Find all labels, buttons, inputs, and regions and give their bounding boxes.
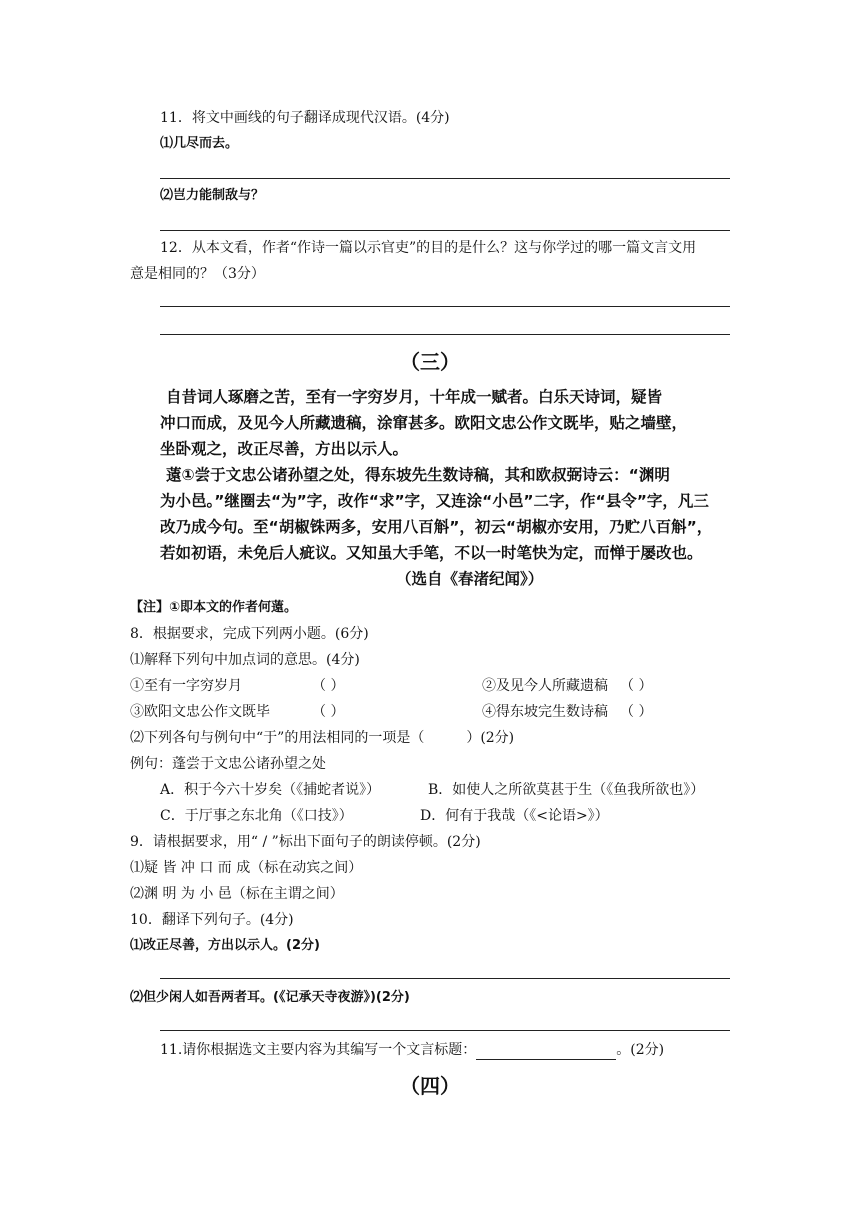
q11-stem: 11．将文中画线的句子翻译成现代汉语。(4分) <box>160 110 450 126</box>
passage-line: 若如初语，未免后人疵议。又知虽大手笔，不以一时笔快为定，而惮于屡改也。 <box>160 544 703 562</box>
answer-line <box>160 334 730 335</box>
answer-line <box>160 1030 730 1031</box>
q8-item-2-blank: （ ） <box>620 678 653 694</box>
q8-item-1 <box>130 676 242 696</box>
passage-paragraph-1 <box>160 384 730 462</box>
passage-line: 坐卧观之，改正尽善，方出以示人。 <box>160 440 409 458</box>
passage-line: 冲口而成，及见今人所藏遗稿，涂窜甚多。欧阳文忠公作文既毕，贴之墙壁， <box>160 414 688 432</box>
q8-option-d: D．何有于我哉（《<论语>》） <box>420 808 609 824</box>
q8-stem: 8．根据要求，完成下列两小题。(6分) <box>130 626 369 642</box>
q11-title-score: 。(2分) <box>616 1042 665 1058</box>
title-answer-blank[interactable] <box>476 1045 616 1060</box>
q8-option-a: A．积于今六十岁矣（《捕蛇者说》） <box>160 782 381 798</box>
q8-item-4-blank: （ ） <box>620 704 653 720</box>
section-heading-3: （三） <box>400 350 460 374</box>
answer-line <box>160 978 730 979</box>
q11-title-question <box>160 1040 664 1060</box>
passage-line: 自昔词人琢磨之苦，至有一字穷岁月，十年成一赋者。白乐天诗词，疑皆 <box>166 388 663 406</box>
answer-line <box>160 230 730 231</box>
q8-item-2: ②及见今人所藏遗稿 <box>482 678 608 694</box>
q10-sentence-2: ⑵但少闲人如吾两者耳。(《记承天寺夜游》)(2分) <box>130 990 410 1005</box>
q8-option-b: B．如使人之所欲莫甚于生（《鱼我所欲也》） <box>428 782 705 798</box>
q8-item-3: ③欧阳文忠公作文既毕 <box>130 704 270 720</box>
q11-sentence-1: ⑴几尽而去。 <box>160 136 239 151</box>
q10-stem: 10．翻译下列句子。(4分) <box>130 912 294 928</box>
q8-example: 例句：蓬尝于文忠公诸孙望之处 <box>130 756 326 772</box>
section-heading-4: （四） <box>400 1074 460 1098</box>
q8-option-c: C．于厅事之东北角（《口技》） <box>160 808 353 824</box>
q10-sentence-1: ⑴改正尽善，方出以示人。(2分) <box>130 938 320 953</box>
passage-source: （选自《春渚纪闻》） <box>396 570 544 588</box>
q11-title-prompt: 11.请你根据选文主要内容为其编写一个文言标题： <box>160 1042 477 1058</box>
answer-line <box>160 306 730 307</box>
q9-sentence-1: ⑴疑 皆 冲 口 而 成（标在动宾之间） <box>130 860 363 876</box>
passage-paragraph-2 <box>160 462 730 566</box>
passage-line: 改乃成今句。至“胡椒铢两多，安用八百斛”，初云“胡椒亦安用，乃贮八百斛”， <box>160 518 713 536</box>
q9-sentence-2: ⑵渊 明 为 小 邑（标在主谓之间） <box>130 886 344 902</box>
q8-item-3-blank: （ ） <box>312 704 345 720</box>
q8-sub-1: ⑴解释下列句中加点词的意思。(4分) <box>130 652 360 668</box>
q8-item-1-blank: （ ） <box>312 678 345 694</box>
passage-line: 为小邑。”继圈去“为”字，改作“求”字，又连涂“小邑”二字，作“县令”字，凡三 <box>160 492 709 510</box>
q8-item-4: ④得东坡完生数诗稿 <box>482 704 608 720</box>
passage-line: 薳①尝于文忠公诸孙望之处，得东坡先生数诗稿，其和欧叔弼诗云：“渊明 <box>166 466 670 484</box>
q12-line-2: 意是相同的？（3分） <box>130 266 265 282</box>
q11-sentence-2: ⑵岂力能制敌与？ <box>160 188 265 203</box>
q8-item-text: ①至有一字穷岁月 <box>130 678 242 694</box>
answer-line <box>160 178 730 179</box>
q12-line-1: 12．从本文看，作者“作诗一篇以示官吏”的目的是什么？这与你学过的哪一篇文言文用 <box>160 240 697 256</box>
q9-stem: 9．请根据要求，用“ / ”标出下面句子的朗读停顿。(2分) <box>130 834 481 850</box>
q8-sub-2: ⑵下列各句与例句中“于”的用法相同的一项是（ ）(2分) <box>130 730 515 746</box>
annotation-note: 【注】①即本文的作者何薳。 <box>130 600 298 615</box>
